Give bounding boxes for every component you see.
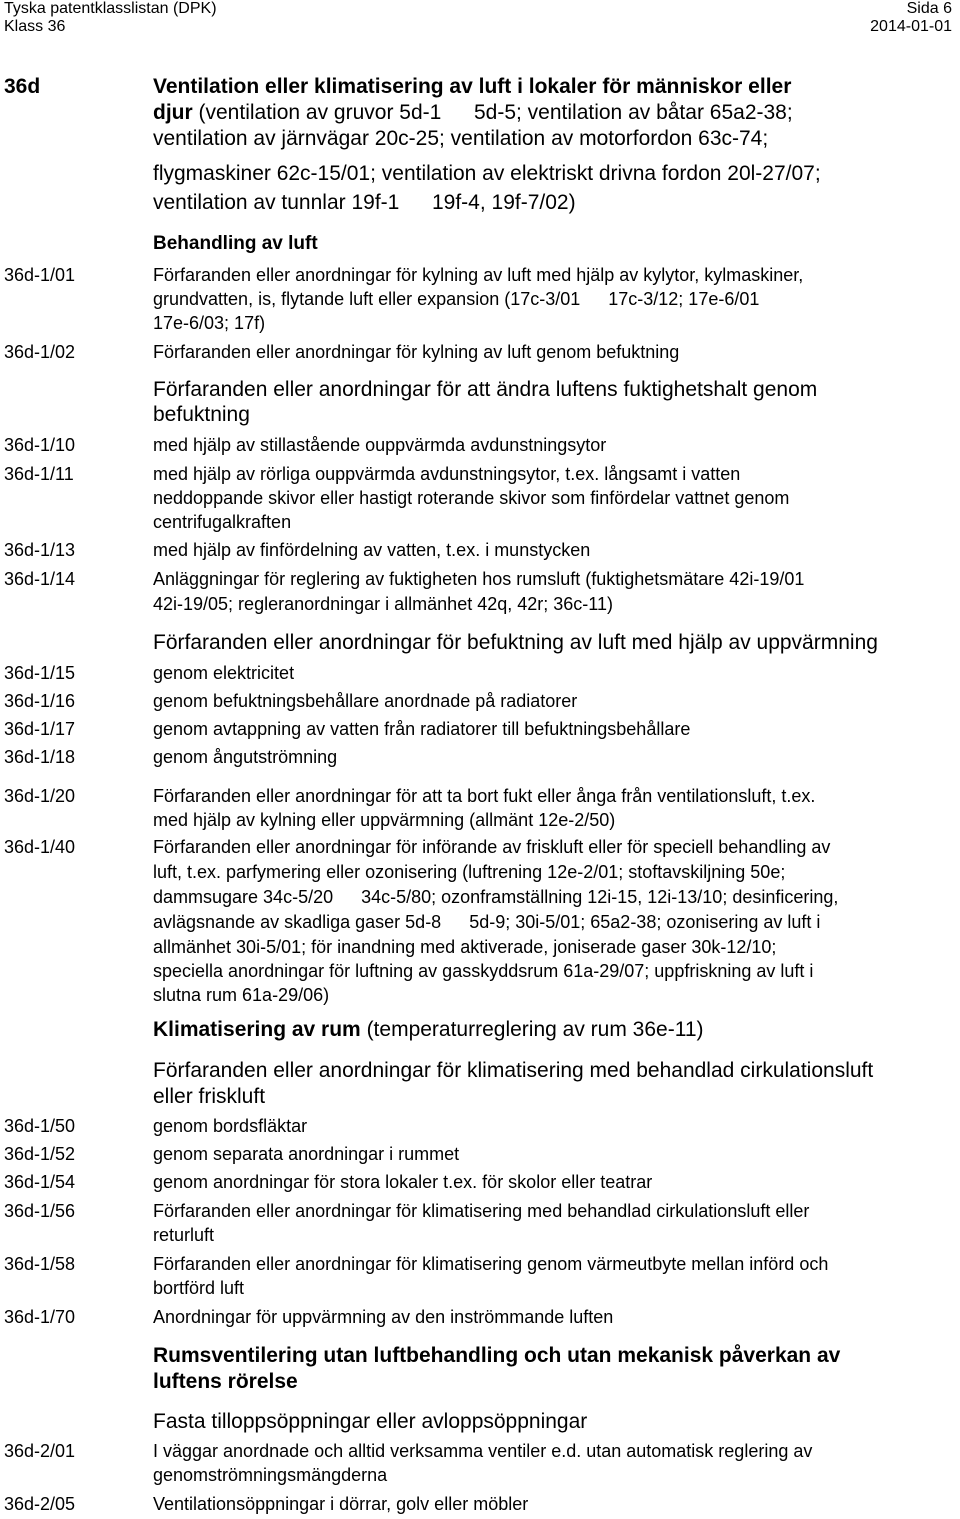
subheading: befuktning	[153, 403, 250, 426]
document-title: Tyska patentklasslistan (DPK)	[4, 0, 217, 17]
entry-code: 36d-1/10	[4, 435, 76, 455]
entry-code: 36d-1/11	[4, 464, 74, 484]
entry-text: Förfaranden eller anordningar för att ta bort fukt eller ånga från ventilationsluft, t.ex.	[153, 786, 816, 806]
subheading: Förfaranden eller anordningar för att ändra luftens fuktighetshalt genom	[153, 378, 818, 401]
class-title-bold: djur	[153, 101, 193, 124]
page-number: Sida 6	[906, 0, 952, 17]
subheading: Fasta tilloppsöppningar eller avloppsöppningar	[153, 1410, 588, 1433]
entry-text: Anordningar för uppvärmning av den inströmmande luften	[153, 1307, 614, 1327]
entry-code: 36d-1/58	[4, 1254, 76, 1274]
entry-code: 36d-1/40	[4, 837, 76, 857]
entry-text: genomströmningsmängderna	[153, 1465, 388, 1485]
entry-text: med hjälp av stillastående ouppvärmda avdunstningsytor	[153, 435, 607, 455]
section-heading-rest: (temperaturreglering av rum 36e-11)	[360, 1018, 704, 1041]
entry-text: Förfaranden eller anordningar för klimatisering genom värmeutbyte mellan införd och	[153, 1254, 829, 1274]
entry-text: luft, t.ex. parfymering eller ozonisering (luftrening 12e-2/01; stoftavskiljning 50e;	[153, 862, 786, 882]
entry-code: 36d-1/70	[4, 1307, 76, 1327]
entry-text: slutna rum 61a-29/06)	[153, 985, 330, 1005]
entry-text: genom anordningar för stora lokaler t.ex. för skolor eller teatrar	[153, 1172, 653, 1192]
section-heading	[153, 1017, 704, 1042]
entry-text: 42i-19/05; regleranordningar i allmänhet 42q, 42r; 36c-11)	[153, 594, 613, 614]
entry-text: Förfaranden eller anordningar för kylning av luft med hjälp av kylytor, kylmaskiner,	[153, 265, 804, 285]
class-code: 36d	[4, 75, 41, 98]
entry-code: 36d-1/14	[4, 569, 76, 589]
section-heading: Behandling av luft	[153, 233, 318, 254]
entry-text: Förfaranden eller anordningar för kylning av luft genom befuktning	[153, 342, 680, 362]
class-title-line: flygmaskiner 62c-15/01; ventilation av elektriskt drivna fordon 20l-27/07;	[153, 162, 821, 185]
entry-code: 36d-1/02	[4, 342, 76, 362]
class-title-line: ventilation av järnvägar 20c-25; ventilation av motorfordon 63c-74;	[153, 127, 769, 150]
entry-text: grundvatten, is, flytande luft eller expansion (17c-3/01 17c-3/12; 17e-6/01	[153, 289, 783, 309]
entry-text: neddoppande skivor eller hastigt roterande skivor som finfördelar vattnet genom	[153, 488, 790, 508]
entry-text: Förfaranden eller anordningar för klimatisering med behandlad cirkulationsluft eller	[153, 1201, 810, 1221]
entry-text: med hjälp av rörliga ouppvärmda avdunstningsytor, t.ex. långsamt i vatten	[153, 464, 741, 484]
class-title-line	[153, 100, 793, 125]
section-heading-bold: Klimatisering av rum	[153, 1018, 361, 1041]
entry-text: Förfaranden eller anordningar för införande av friskluft eller för speciell behandling av	[153, 837, 831, 857]
entry-text: Anläggningar för reglering av fuktigheten hos rumsluft (fuktighetsmätare 42i-19/01	[153, 569, 828, 589]
entry-text: genom elektricitet	[153, 663, 295, 683]
entry-text: allmänhet 30i-5/01; för inandning med aktiverade, joniserade gaser 30k-12/10;	[153, 937, 777, 957]
entry-code: 36d-2/05	[4, 1494, 76, 1514]
entry-code: 36d-1/18	[4, 747, 76, 767]
subheading: eller friskluft	[153, 1085, 266, 1108]
entry-text: genom avtappning av vatten från radiatorer till befuktningsbehållare	[153, 719, 691, 739]
section-heading: luftens rörelse	[153, 1370, 298, 1393]
entry-code: 36d-1/20	[4, 786, 76, 806]
entry-text: med hjälp av finfördelning av vatten, t.ex. i munstycken	[153, 540, 591, 560]
entry-code: 36d-1/13	[4, 540, 76, 560]
entry-text: Ventilationsöppningar i dörrar, golv eller möbler	[153, 1494, 529, 1514]
entry-text: genom separata anordningar i rummet	[153, 1144, 460, 1164]
entry-code: 36d-1/01	[4, 265, 76, 285]
entry-code: 36d-1/52	[4, 1144, 76, 1164]
entry-text: genom ångutströmning	[153, 747, 338, 767]
subheading: Förfaranden eller anordningar för klimatisering med behandlad cirkulationsluft	[153, 1059, 874, 1082]
entry-text: speciella anordningar för luftning av gasskyddsrum 61a-29/07; uppfriskning av luft i	[153, 961, 814, 981]
entry-code: 36d-1/16	[4, 691, 76, 711]
entry-code: 36d-1/17	[4, 719, 76, 739]
entry-code: 36d-1/56	[4, 1201, 76, 1221]
entry-text: 17e-6/03; 17f)	[153, 313, 266, 333]
entry-text: avlägsnande av skadliga gaser 5d-8 5d-9; 30i-5/01; 65a2-38; ozonisering av luft i	[153, 912, 821, 932]
class-label: Klass 36	[4, 18, 66, 35]
entry-text: med hjälp av kylning eller uppvärmning (allmänt 12e-2/50)	[153, 810, 616, 830]
subheading: Förfaranden eller anordningar för befuktning av luft med hjälp av uppvärmning	[153, 631, 878, 654]
class-title-rest: (ventilation av gruvor 5d-1 5d-5; ventilation av båtar 65a2-38;	[192, 101, 793, 124]
document-date: 2014-01-01	[870, 18, 952, 35]
entry-code: 36d-1/15	[4, 663, 76, 683]
entry-code: 36d-1/54	[4, 1172, 76, 1192]
entry-text: genom bordsfläktar	[153, 1116, 308, 1136]
entry-text: centrifugalkraften	[153, 512, 292, 532]
entry-text: genom befuktningsbehållare anordnade på radiatorer	[153, 691, 578, 711]
class-title-line: ventilation av tunnlar 19f-1 19f-4, 19f-7/02)	[153, 191, 576, 214]
entry-text: bortförd luft	[153, 1278, 245, 1298]
entry-text: returluft	[153, 1225, 215, 1245]
entry-text: dammsugare 34c-5/20 34c-5/80; ozonframställning 12i-15, 12i-13/10; desinficering,	[153, 887, 839, 907]
entry-code: 36d-2/01	[4, 1441, 76, 1461]
section-heading: Rumsventilering utan luftbehandling och utan mekanisk påverkan av	[153, 1344, 841, 1367]
entry-code: 36d-1/50	[4, 1116, 76, 1136]
entry-text: I väggar anordnade och alltid verksamma ventiler e.d. utan automatisk reglering av	[153, 1441, 813, 1461]
class-title-line: Ventilation eller klimatisering av luft i lokaler för människor eller	[153, 75, 792, 98]
